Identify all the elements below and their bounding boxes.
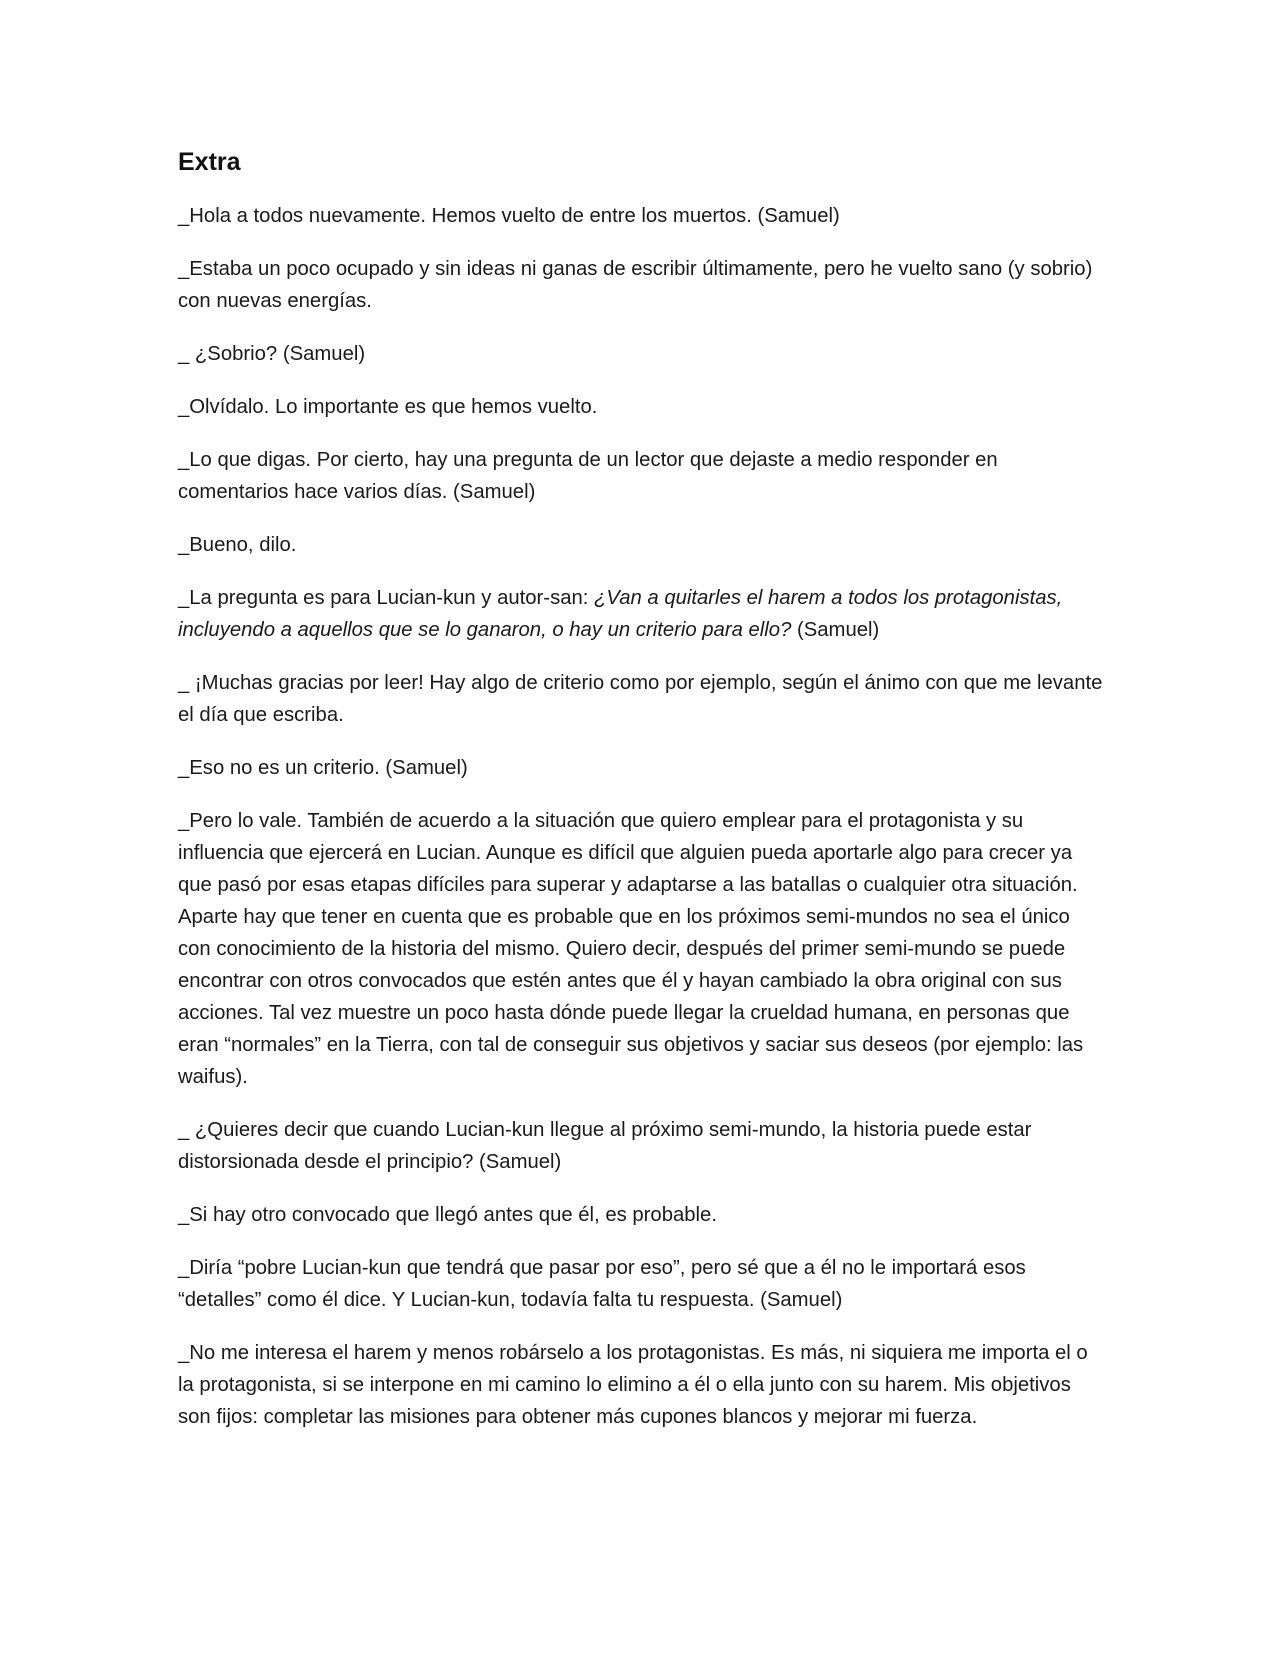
paragraph-8: _ ¡Muchas gracias por leer! Hay algo de criterio como por ejemplo, según el ánimo con que me levante el día que escriba. xyxy=(178,672,1103,726)
document-title: Extra xyxy=(178,148,241,176)
paragraph-2: _Estaba un poco ocupado y sin ideas ni ganas de escribir últimamente, pero he vuelto sano (y sobrio) con nuevas energías. xyxy=(178,258,1093,312)
paragraph-7 xyxy=(178,582,1108,646)
paragraph-13: _Diría “pobre Lucian-kun que tendrá que pasar por eso”, pero sé que a él no le importará esos “detalles” como él dice. Y Lucian-kun, todavía falta tu respuesta. (Samuel) xyxy=(178,1257,1026,1311)
paragraph-6: _Bueno, dilo. xyxy=(178,534,297,556)
paragraph-14: _No me interesa el harem y menos robárselo a los protagonistas. Es más, ni siquiera me importa el o la protagonista, si se interpone en mi camino lo elimino a él o ella junto con su harem. Mis objetivos son fijos: completar las misiones para obtener más cupones blancos y mejorar mi fuerza. xyxy=(178,1342,1088,1428)
paragraph-7-tail: (Samuel) xyxy=(791,619,880,641)
paragraph-12: _Si hay otro convocado que llegó antes que él, es probable. xyxy=(178,1204,717,1226)
reader-question: ¿Van a quitarles el harem a todos los protagonistas, incluyendo a aquellos que se lo ganaron, o hay un criterio para ello? xyxy=(178,587,1063,641)
paragraph-3: _ ¿Sobrio? (Samuel) xyxy=(178,343,366,365)
paragraph-11: _ ¿Quieres decir que cuando Lucian-kun llegue al próximo semi-mundo, la historia puede estar distorsionada desde el principio? (Samuel) xyxy=(178,1119,1032,1173)
paragraph-4: _Olvídalo. Lo importante es que hemos vuelto. xyxy=(178,396,598,418)
paragraph-1: _Hola a todos nuevamente. Hemos vuelto de entre los muertos. (Samuel) xyxy=(178,205,840,227)
document-page xyxy=(178,146,1108,1454)
paragraph-7-lead: _La pregunta es para Lucian-kun y autor-san: xyxy=(178,587,595,609)
paragraph-9: _Eso no es un criterio. (Samuel) xyxy=(178,757,468,779)
paragraph-5: _Lo que digas. Por cierto, hay una pregunta de un lector que dejaste a medio responder en comentarios hace varios días. (Samuel) xyxy=(178,449,998,503)
paragraph-10: _Pero lo vale. También de acuerdo a la situación que quiero emplear para el protagonista y su influencia que ejercerá en Lucian. Aunque es difícil que alguien pueda aportarle algo para crecer ya que pasó por esas etapas difíciles para superar y adaptarse a las batallas o cualquier otra situación. Aparte hay que tener en cuenta que es probable que en los próximos semi-mundos no sea el único con conocimiento de la historia del mismo. Quiero decir, después del primer semi-mundo se puede encontrar con otros convocados que estén antes que él y hayan cambiado la obra original con sus acciones. Tal vez muestre un poco hasta dónde puede llegar la crueldad humana, en personas que eran “normales” en la Tierra, con tal de conseguir sus objetivos y saciar sus deseos (por ejemplo: las waifus). xyxy=(178,810,1084,1088)
